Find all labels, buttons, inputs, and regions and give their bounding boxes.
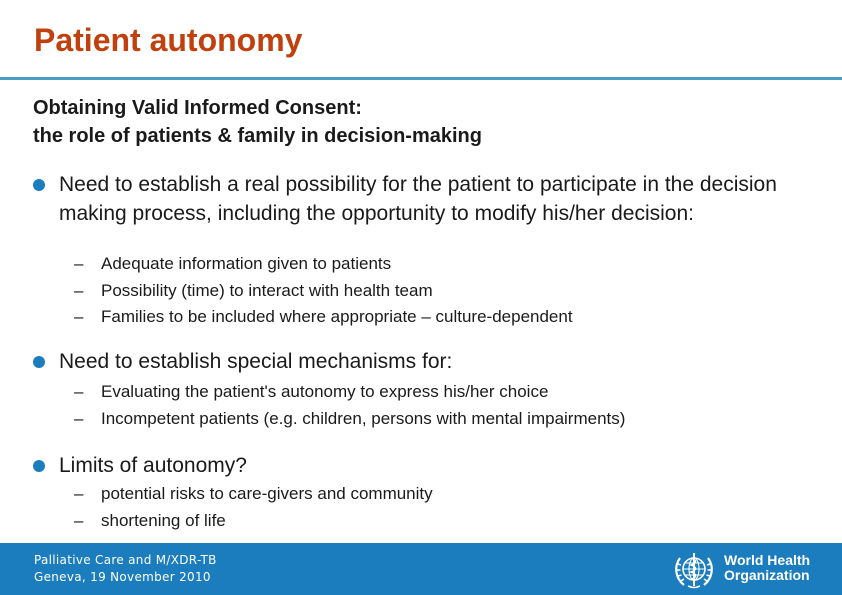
subtitle-line: Obtaining Valid Informed Consent: (33, 97, 362, 119)
bullet-item (33, 347, 799, 376)
sub-item (74, 304, 573, 331)
bullet-text: Need to establish special mechanisms for: (59, 350, 453, 373)
dash-icon: – (74, 254, 84, 273)
slide-title: Patient autonomy (34, 22, 303, 58)
sub-item (74, 406, 625, 433)
who-logo-text (724, 553, 810, 583)
subtitle-line: the role of patients & family in decision-making (33, 125, 482, 147)
bullet-dot-icon (33, 356, 45, 368)
bullet-text: Limits of autonomy? (59, 454, 247, 477)
sub-item (74, 481, 433, 508)
dash-icon: – (74, 280, 84, 300)
bullet-item (33, 451, 799, 480)
sub-item (74, 251, 573, 278)
dash-icon: – (74, 382, 84, 401)
sub-list (74, 481, 433, 534)
who-emblem-icon (672, 548, 716, 590)
who-logo-line2: Organization (724, 567, 810, 583)
title-rule (0, 77, 842, 80)
sub-item-text: Incompetent patients (e.g. children, persons with mental impairments) (101, 408, 626, 428)
footer-text (34, 552, 217, 586)
bullet-dot-icon (33, 179, 45, 191)
bullet-text: Need to establish a real possibility for the patient to participate in the decision making process, including the opportunity to modify his/her decision: (59, 173, 777, 225)
who-logo-line1: World Health (724, 552, 811, 568)
dash-icon: – (74, 510, 84, 530)
sub-item (74, 278, 573, 305)
slide-subtitle (33, 94, 482, 150)
sub-list (74, 251, 573, 331)
footer-bar (0, 543, 842, 595)
dash-icon: – (74, 484, 84, 503)
sub-item-text: Evaluating the patient's autonomy to express his/her choice (101, 382, 549, 401)
sub-item-text: potential risks to care-givers and community (101, 484, 433, 503)
dash-icon: – (74, 408, 84, 428)
sub-item (74, 508, 433, 535)
sub-item (74, 379, 625, 406)
footer-event: Palliative Care and M/XDR-TB (34, 553, 217, 567)
bullet-item (33, 170, 799, 228)
footer-date: Geneva, 19 November 2010 (34, 570, 211, 584)
sub-item-text: Families to be included where appropriate – culture-dependent (101, 307, 573, 326)
sub-item-text: Adequate information given to patients (101, 254, 392, 273)
dash-icon: – (74, 307, 84, 326)
bullet-dot-icon (33, 460, 45, 472)
sub-item-text: Possibility (time) to interact with health team (101, 280, 433, 300)
sub-item-text: shortening of life (101, 510, 226, 530)
sub-list (74, 379, 625, 432)
